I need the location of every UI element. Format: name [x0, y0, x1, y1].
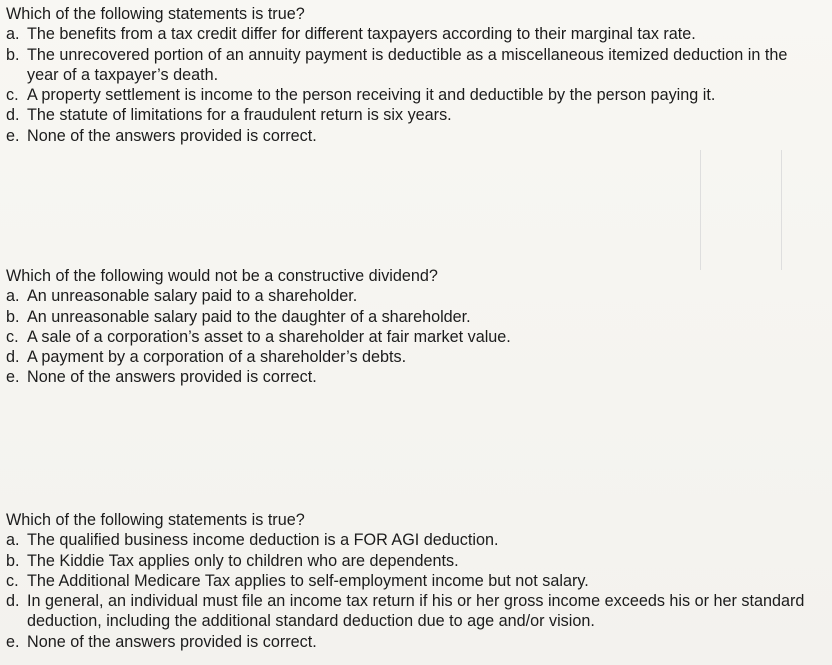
bleed-through-mark: [700, 150, 782, 270]
choice-letter: c.: [6, 86, 19, 105]
choice-letter: d.: [6, 592, 20, 611]
answer-choice-e: [6, 367, 826, 387]
choice-letter: d.: [6, 106, 20, 125]
choice-text: A payment by a corporation of a shareholder’s debts.: [27, 348, 407, 367]
choice-letter: a.: [6, 287, 20, 306]
choice-letter: b.: [6, 45, 20, 64]
question-prompt: Which of the following statements is true?: [6, 511, 305, 529]
choice-text: None of the answers provided is correct.: [27, 126, 317, 145]
choice-letter: d.: [6, 348, 20, 367]
choice-text: The statute of limitations for a fraudulent return is six years.: [27, 106, 452, 125]
choice-letter: e.: [6, 368, 20, 387]
answer-choice-d: [6, 591, 826, 632]
choice-text: The unrecovered portion of an annuity payment is deductible as a miscellaneous itemized deduction in the year of a taxpayer’s death.: [27, 45, 788, 84]
choice-letter: e.: [6, 632, 20, 651]
choice-letter: b.: [6, 307, 20, 326]
choice-letter: e.: [6, 126, 20, 145]
answer-choice-d: [6, 347, 826, 367]
question-1: [6, 4, 826, 146]
answer-choice-c: [6, 85, 826, 105]
choice-text: None of the answers provided is correct.: [27, 632, 317, 651]
choice-letter: c.: [6, 327, 19, 346]
choice-letter: b.: [6, 551, 20, 570]
choice-text: The Additional Medicare Tax applies to self-employment income but not salary.: [27, 571, 589, 590]
question-3: [6, 510, 826, 652]
choice-text: A sale of a corporation’s asset to a shareholder at fair market value.: [27, 327, 511, 346]
choice-text: An unreasonable salary paid to a shareholder.: [27, 287, 358, 306]
choice-letter: c.: [6, 571, 19, 590]
answer-choice-a: [6, 286, 826, 306]
choice-text: A property settlement is income to the person receiving it and deductible by the person paying it.: [27, 86, 716, 105]
answer-choice-c: [6, 571, 826, 591]
answer-choice-c: [6, 327, 826, 347]
choice-text: In general, an individual must file an income tax return if his or her gross income exceeds his or her standard deduction, including the additional standard deduction due to age and/or vision.: [27, 592, 805, 631]
choice-text: None of the answers provided is correct.: [27, 368, 317, 387]
answer-choice-b: [6, 551, 826, 571]
choice-text: An unreasonable salary paid to the daughter of a shareholder.: [27, 307, 471, 326]
question-prompt: Which of the following statements is true?: [6, 5, 305, 23]
answer-choice-d: [6, 105, 826, 125]
answer-choice-a: [6, 24, 826, 44]
answer-choice-e: [6, 632, 826, 652]
question-2: [6, 266, 826, 388]
choice-text: The qualified business income deduction is a FOR AGI deduction.: [27, 531, 499, 550]
choice-text: The benefits from a tax credit differ for different taxpayers according to their marginal tax rate.: [27, 25, 696, 44]
choice-letter: a.: [6, 25, 20, 44]
choice-text: The Kiddie Tax applies only to children who are dependents.: [27, 551, 459, 570]
answer-choice-b: [6, 45, 826, 86]
choice-letter: a.: [6, 531, 20, 550]
answer-choice-a: [6, 530, 826, 550]
answer-choice-e: [6, 126, 826, 146]
question-prompt: Which of the following would not be a constructive dividend?: [6, 267, 438, 285]
answer-choice-b: [6, 307, 826, 327]
